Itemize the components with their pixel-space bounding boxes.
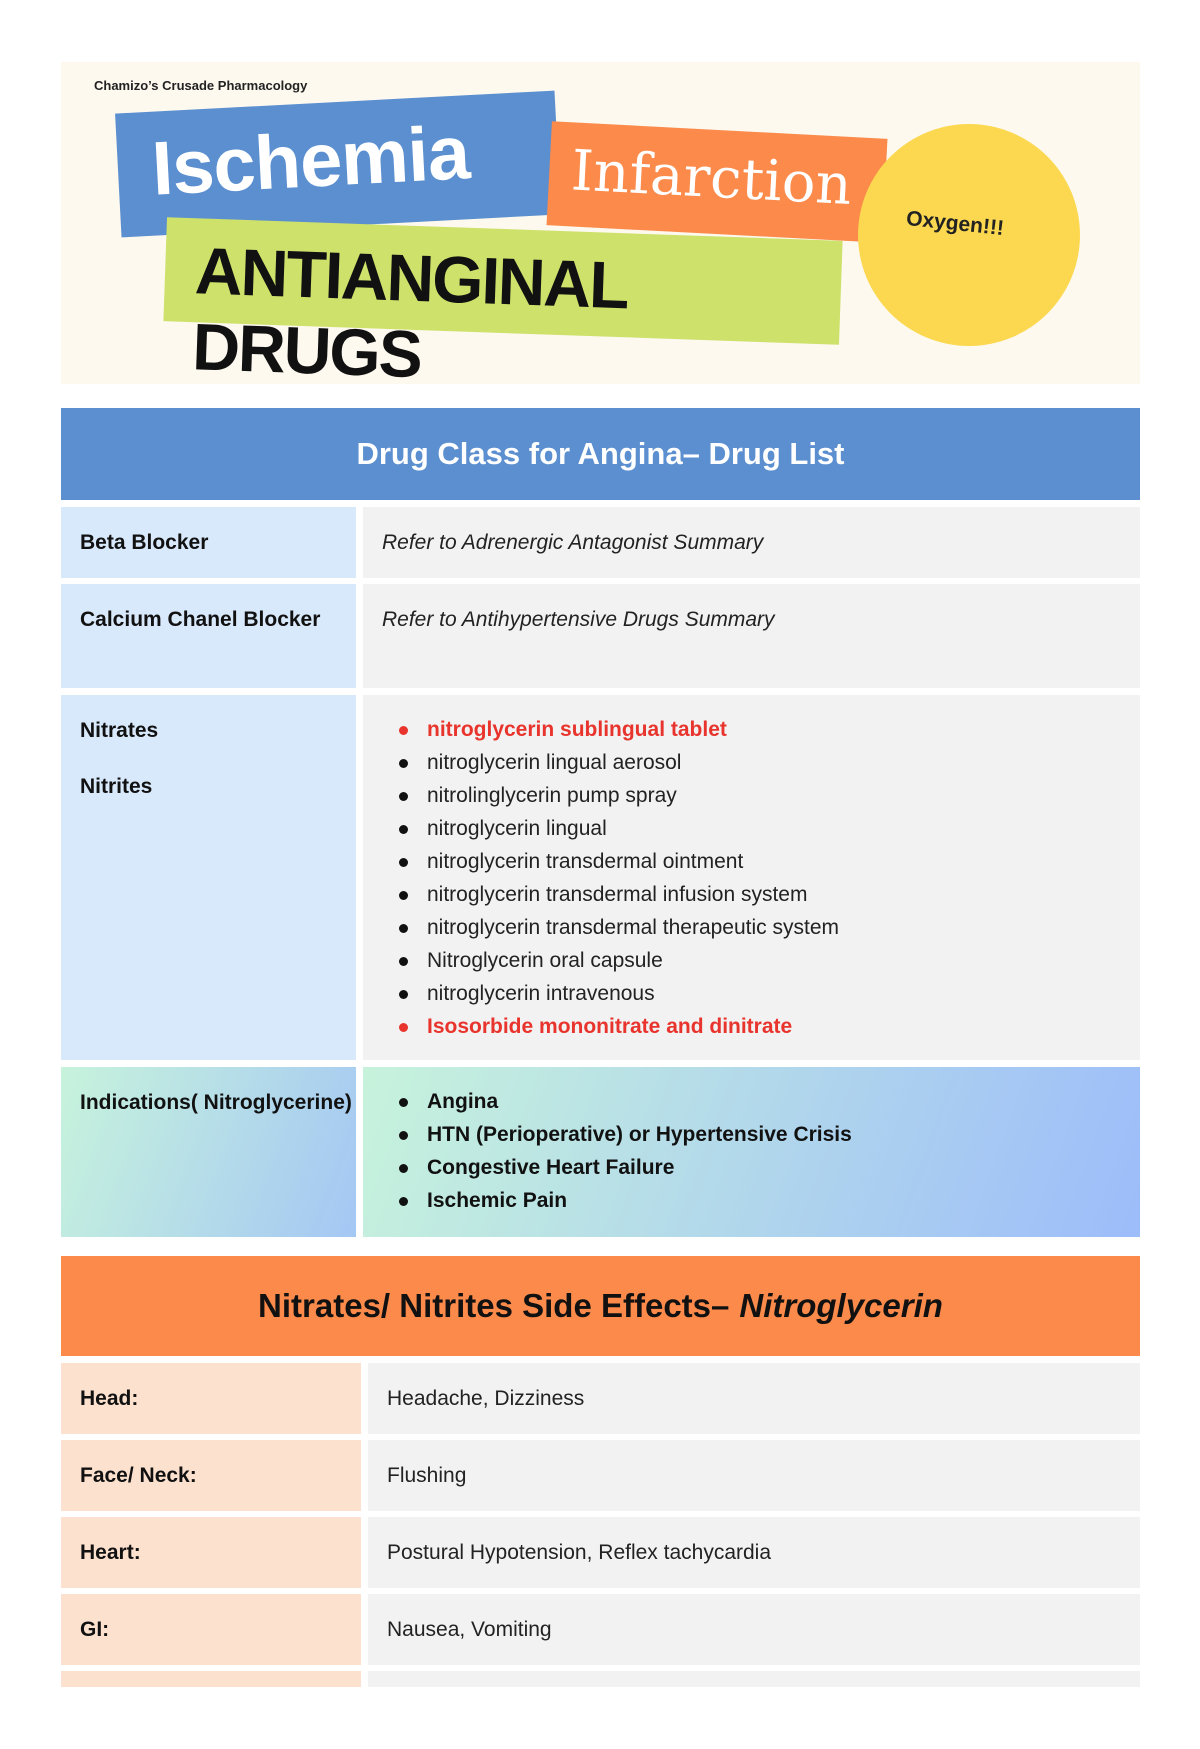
list-item: Ischemic Pain: [397, 1184, 1140, 1217]
row-label-cutoff: [61, 1671, 361, 1687]
row-label-heart: Heart:: [61, 1517, 361, 1588]
row-value-heart: Postural Hypotension, Reflex tachycardia: [368, 1517, 1140, 1588]
infarction-tag: [547, 121, 888, 242]
row-value-cutoff: [368, 1671, 1140, 1687]
nitrites-label: Nitrites: [80, 775, 153, 798]
row-value-head: Headache, Dizziness: [368, 1363, 1140, 1434]
drug-list-heading: Drug Class for Angina– Drug List: [61, 408, 1140, 500]
list-item: nitroglycerin sublingual tablet: [397, 713, 1140, 746]
side-effects-heading: [61, 1256, 1140, 1356]
row-label-nitrates: [61, 695, 356, 1060]
row-label-head: Head:: [61, 1363, 361, 1434]
row-label-gi: GI:: [61, 1594, 361, 1665]
infarction-text: Infarction: [569, 138, 854, 219]
row-label-face-neck: Face/ Neck:: [61, 1440, 361, 1511]
ischemia-tag: [115, 91, 561, 238]
nitrates-list-cell: [363, 695, 1140, 1060]
list-item: nitroglycerin transdermal infusion system: [397, 878, 1140, 911]
page-title-tag: [163, 217, 842, 392]
row-value-gi: Nausea, Vomiting: [368, 1594, 1140, 1665]
indications-list-cell: [363, 1067, 1140, 1237]
page-title: ANTIANGINAL DRUGS: [191, 233, 628, 392]
header-banner: [61, 62, 1140, 392]
row-label-indications: Indications( Nitroglycerine): [61, 1067, 356, 1237]
list-item: Nitroglycerin oral capsule: [397, 944, 1140, 977]
list-item: nitroglycerin lingual: [397, 812, 1140, 845]
list-item: Congestive Heart Failure: [397, 1151, 1140, 1184]
ischemia-text: Ischemia: [149, 110, 472, 212]
row-label-beta-blocker: Beta Blocker: [61, 507, 356, 578]
row-value-calcium-channel-blocker: Refer to Antihypertensive Drugs Summary: [363, 584, 1140, 688]
brand-label: Chamizo’s Crusade Pharmacology: [94, 78, 308, 93]
nitrates-list: [363, 695, 1140, 1043]
list-item: nitrolinglycerin pump spray: [397, 779, 1140, 812]
row-label-calcium-channel-blocker: Calcium Chanel Blocker: [61, 584, 356, 688]
list-item: nitroglycerin transdermal therapeutic system: [397, 911, 1140, 944]
row-value-beta-blocker: Refer to Adrenergic Antagonist Summary: [363, 507, 1140, 578]
list-item: nitroglycerin intravenous: [397, 977, 1140, 1010]
oxygen-text: Oxygen!!!: [905, 206, 1006, 241]
side-effects-heading-text: Nitrates/ Nitrites Side Effects–: [258, 1287, 730, 1324]
list-item: nitroglycerin lingual aerosol: [397, 746, 1140, 779]
side-effects-heading-drug: Nitroglycerin: [739, 1287, 943, 1324]
list-item: HTN (Perioperative) or Hypertensive Crisis: [397, 1118, 1140, 1151]
list-item: Angina: [397, 1085, 1140, 1118]
nitrates-label: Nitrates: [80, 719, 159, 742]
list-item: nitroglycerin transdermal ointment: [397, 845, 1140, 878]
oxygen-circle: [858, 124, 1080, 346]
indications-list: [363, 1067, 1140, 1217]
list-item: Isosorbide mononitrate and dinitrate: [397, 1010, 1140, 1043]
row-value-face-neck: Flushing: [368, 1440, 1140, 1511]
